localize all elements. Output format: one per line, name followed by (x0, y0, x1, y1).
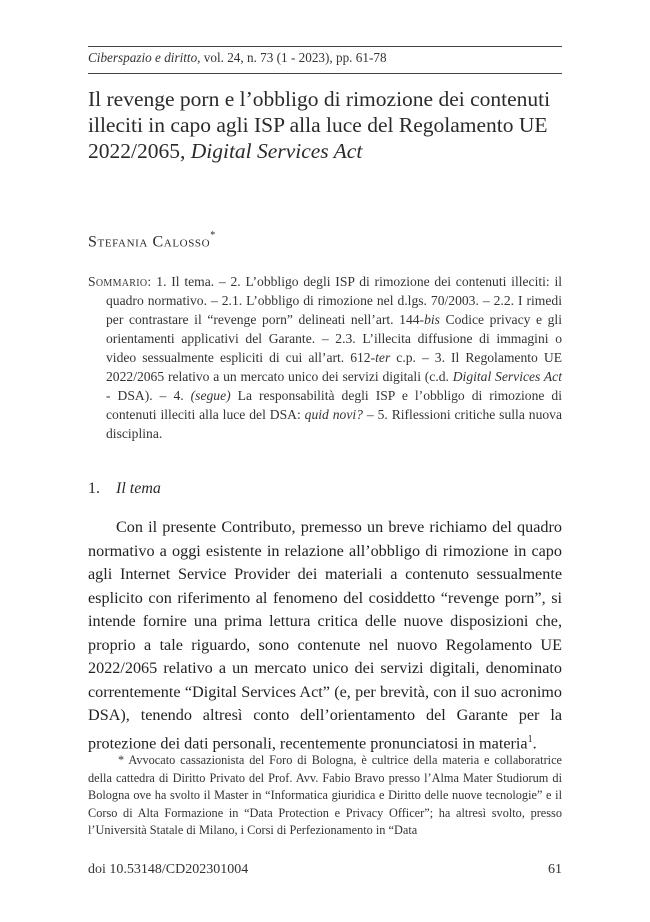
top-rule (88, 46, 562, 47)
summary-dsa: Digital Services Act (452, 369, 562, 384)
header-rule (88, 73, 562, 74)
body-end: . (532, 733, 537, 752)
summary-text-5: La responsabilità degli ISP e l’obbligo di rimozione di contenuti illeciti alla luce del DSA: (106, 388, 562, 422)
summary-text-4: - DSA). – 4. (106, 388, 191, 403)
body-paragraph (88, 516, 562, 755)
footnote-ref-1[interactable]: 1 (527, 733, 533, 745)
body-text: Con il presente Contributo, premesso un breve richiamo del quadro normativo a oggi esistente in relazione all’obbligo di rimozione in capo agli Internet Service Provider dei materiali a contenuto sessualmente esplicito con riferimento al fenomeno del cosiddetto “revenge porn”, si intende fornire una prima lettura critica delle nuove disposizioni che, proprio a tale riguardo, sono contenute nel nuovo Regolamento UE 2022/2065 relativo a un mercato unico dei servizi digitali, denominato correntemente “Digital Services Act” (e, per brevità, con il suo acronimo DSA), tenendo altresì conto dell’orientamento del Garante per la protezione dei dati personali, recentemente pronunciatosi in materia (88, 518, 562, 752)
section-number: 1. (88, 480, 100, 497)
author-name: Stefania Calosso (88, 233, 211, 251)
footer-doi: doi 10.53148/CD202301004 (88, 862, 249, 877)
author-footnote-marker: * (210, 230, 216, 241)
summary-segue: (segue) (190, 388, 231, 403)
running-head (88, 50, 562, 66)
summary-text-6: – 5. Riflessioni critiche sulla nuova disciplina. (106, 407, 562, 441)
summary-text-2: Codice privacy e gli orientamenti applicativi del Garante. – 2.3. L’illecita diffusione di immagini o video sessualmente espliciti di cui all’art. 612- (106, 312, 562, 365)
journal-details: , vol. 24, n. 73 (1 - 2023), pp. 61-78 (197, 50, 387, 65)
summary-quid-novi: quid novi? (304, 407, 363, 422)
section-title: Il tema (116, 480, 161, 497)
footnote-marker: * (118, 753, 125, 767)
footnote (88, 752, 562, 840)
summary-label: Sommario: (88, 274, 152, 289)
footnote-text: Avvocato cassazionista del Foro di Bologna, è cultrice della materia e collaboratrice della cattedra di Diritto Privato del Prof. Avv. Fabio Bravo presso l’Alma Mater Studiorum di Bologna ove ha svolto il Master in “Informatica giuridica e Diritto delle nuove tecnologie” e il Corso di Alta Formazione in “Data Protection e Privacy Officer”; ha altresì svolto, presso l’Università Statale di Milano, i Corsi di Perfezionamento in “Data (88, 753, 562, 838)
page-number: 61 (548, 862, 562, 877)
summary (88, 272, 562, 443)
summary-text-1: 1. Il tema. – 2. L’obbligo degli ISP di rimozione dei contenuti illeciti: il quadro normativo. – 2.1. L’obbligo di rimozione nel d.lgs. 70/2003. – 2.2. I rimedi per contrastare il “revenge porn” delineati nell’art. 144- (106, 274, 562, 327)
summary-text-3: c.p. – 3. Il Regolamento UE 2022/2065 relativo a un mercato unico dei servizi digitali (c.d. (106, 350, 562, 384)
article-title (88, 86, 562, 164)
title-main: Il revenge porn e l’obbligo di rimozione dei contenuti illeciti in capo agli ISP alla luce del Regolamento UE 2022/2065, (88, 87, 551, 163)
journal-name: Ciberspazio e diritto (88, 50, 198, 65)
author (88, 232, 216, 251)
title-italic: Digital Services Act (190, 139, 363, 163)
summary-bis: bis (424, 312, 440, 327)
section-heading (88, 480, 161, 498)
summary-ter: ter (375, 350, 391, 365)
